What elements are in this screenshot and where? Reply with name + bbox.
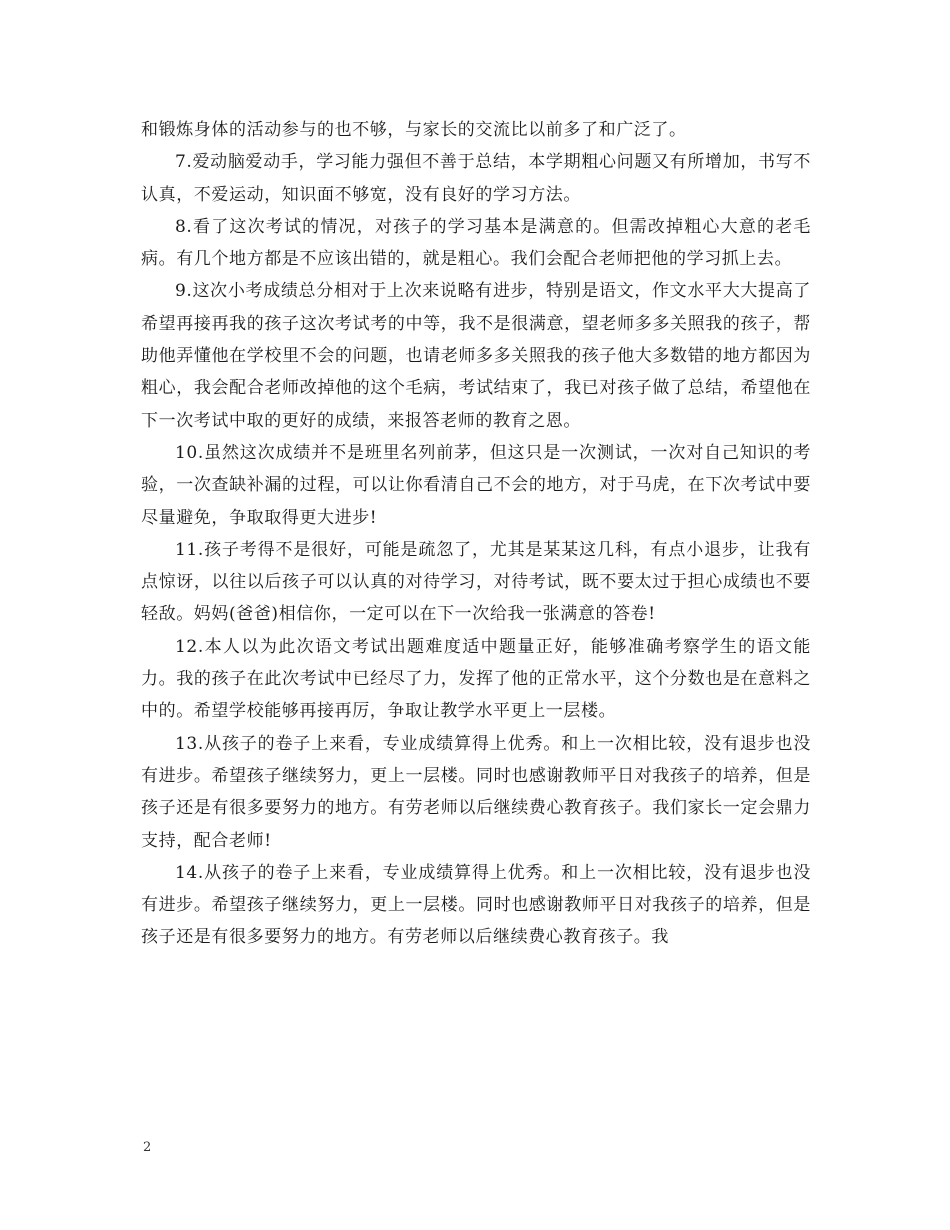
paragraph-item-14: 14.从孩子的卷子上来看，专业成绩算得上优秀。和上一次相比较，没有退步也没有进步。希望孩子继续努力，更上一层楼。同时也感谢教师平日对我孩子的培养，但是孩子还是有很多要努力的地方。有劳老师以后继续费心教育孩子。我 <box>141 862 811 948</box>
document-body <box>141 114 811 954</box>
paragraph-item-13: 13.从孩子的卷子上来看，专业成绩算得上优秀。和上一次相比较，没有退步也没有进步。希望孩子继续努力，更上一层楼。同时也感谢教师平日对我孩子的培养，但是孩子还是有很多要努力的地方。有劳老师以后继续费心教育孩子。我们家长一定会鼎力支持，配合老师! <box>141 733 811 851</box>
paragraph-continued: 和锻炼身体的活动参与的也不够，与家长的交流比以前多了和广泛了。 <box>141 120 687 140</box>
paragraph-item-8: 8.看了这次考试的情况，对孩子的学习基本是满意的。但需改掉粗心大意的老毛病。有几个地方都是不应该出错的，就是粗心。我们会配合老师把他的学习抓上去。 <box>141 216 811 270</box>
paragraph-item-11: 11.孩子考得不是很好，可能是疏忽了，尤其是某某这几科，有点小退步，让我有点惊讶，以往以后孩子可以认真的对待学习，对待考试，既不要太过于担心成绩也不要轻敌。妈妈(爸爸)相信你，一定可以在下一次给我一张满意的答卷! <box>141 539 811 625</box>
paragraph-item-12: 12.本人以为此次语文考试出题难度适中题量正好，能够准确考察学生的语文能力。我的孩子在此次考试中已经尽了力，发挥了他的正常水平，这个分数也是在意料之中的。希望学校能够再接再厉，争取让教学水平更上一层楼。 <box>141 636 811 722</box>
paragraph-item-10: 10.虽然这次成绩并不是班里名列前茅，但这只是一次测试，一次对自己知识的考验，一次查缺补漏的过程，可以让你看清自己不会的地方，对于马虎，在下次考试中要尽量避免，争取取得更大进步! <box>141 442 811 528</box>
paragraph-item-7: 7.爱动脑爱动手，学习能力强但不善于总结，本学期粗心问题又有所增加，书写不认真，不爱运动，知识面不够宽，没有良好的学习方法。 <box>141 152 811 205</box>
page-number: 2 <box>143 1140 152 1155</box>
paragraph-item-9: 9.这次小考成绩总分相对于上次来说略有进步，特别是语文，作文水平大大提高了希望再接再我的孩子这次考试考的中等，我不是很满意，望老师多多关照我的孩子，帮助他弄懂他在学校里不会的问题，也请老师多多关照我的孩子他大多数错的地方都因为粗心，我会配合老师改掉他的这个毛病，考试结束了，我已对孩子做了总结，希望他在下一次考试中取的更好的成绩，来报答老师的教育之恩。 <box>141 281 811 431</box>
